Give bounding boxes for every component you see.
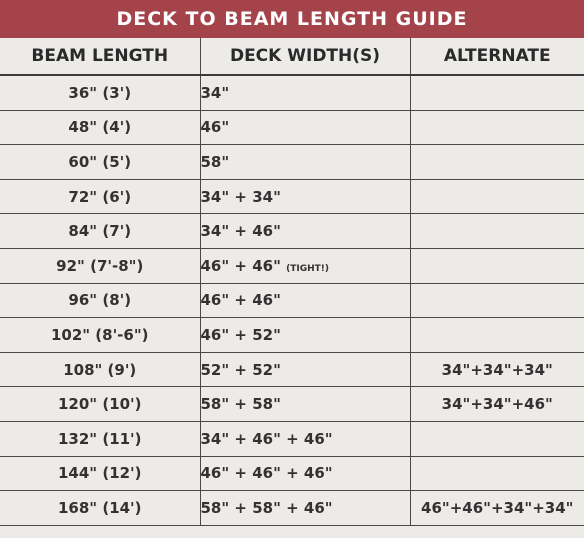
- deck-width-cell: [200, 110, 410, 145]
- table-row: [0, 179, 584, 214]
- column-header-deck-widths: DECK WIDTH(S): [200, 38, 410, 75]
- column-header-alternate: ALTERNATE: [410, 38, 584, 75]
- alternate-cell: [410, 179, 584, 214]
- beam-length-cell: 92" (7'-8"): [0, 248, 200, 283]
- alternate-cell: [410, 456, 584, 491]
- deck-width-value: 34" + 34": [200, 187, 281, 206]
- table-row: [0, 318, 584, 353]
- guide-title: DECK TO BEAM LENGTH GUIDE: [0, 0, 584, 38]
- table-row: [0, 387, 584, 422]
- table-row: [0, 75, 584, 110]
- beam-length-cell: 120" (10'): [0, 387, 200, 422]
- deck-width-value: 46" + 46" + 46": [200, 464, 333, 483]
- beam-length-table: [0, 38, 584, 526]
- beam-length-cell: 108" (9'): [0, 352, 200, 387]
- table-row: [0, 456, 584, 491]
- alternate-cell: 34"+34"+34": [410, 352, 584, 387]
- deck-width-value: 46" + 46": [200, 291, 281, 310]
- beam-length-cell: 168" (14'): [0, 491, 200, 526]
- table-row: [0, 248, 584, 283]
- deck-width-cell: [200, 387, 410, 422]
- alternate-cell: [410, 110, 584, 145]
- alternate-cell: [410, 214, 584, 249]
- table-row: [0, 214, 584, 249]
- deck-width-cell: [200, 214, 410, 249]
- deck-width-cell: [200, 283, 410, 318]
- beam-length-cell: 72" (6'): [0, 179, 200, 214]
- deck-width-value: 46": [200, 118, 230, 137]
- deck-width-cell: [200, 318, 410, 353]
- deck-width-value: 46" + 52": [200, 325, 281, 344]
- deck-width-note: (TIGHT!): [286, 263, 330, 274]
- deck-width-value: 58": [200, 152, 230, 171]
- deck-width-cell: [200, 352, 410, 387]
- table-row: [0, 421, 584, 456]
- alternate-cell: 34"+34"+46": [410, 387, 584, 422]
- table-row: [0, 145, 584, 180]
- deck-width-cell: [200, 456, 410, 491]
- deck-width-cell: [200, 491, 410, 526]
- alternate-cell: 46"+46"+34"+34": [410, 491, 584, 526]
- column-header-beam-length: BEAM LENGTH: [0, 38, 200, 75]
- deck-width-cell: [200, 179, 410, 214]
- deck-width-value: 52" + 52": [200, 360, 281, 379]
- deck-width-value: 34": [200, 83, 230, 102]
- alternate-cell: [410, 248, 584, 283]
- alternate-cell: [410, 421, 584, 456]
- deck-width-value: 34" + 46" + 46": [200, 429, 333, 448]
- deck-width-value: 58" + 58": [200, 395, 281, 414]
- alternate-cell: [410, 283, 584, 318]
- beam-length-cell: 60" (5'): [0, 145, 200, 180]
- table-row: [0, 352, 584, 387]
- deck-width-cell: [200, 145, 410, 180]
- beam-length-cell: 144" (12'): [0, 456, 200, 491]
- deck-width-cell: [200, 421, 410, 456]
- deck-width-value: 46" + 46": [200, 256, 281, 275]
- table-row: [0, 283, 584, 318]
- beam-length-cell: 48" (4'): [0, 110, 200, 145]
- beam-length-cell: 96" (8'): [0, 283, 200, 318]
- table-row: [0, 491, 584, 526]
- deck-width-value: 58" + 58" + 46": [200, 498, 333, 517]
- beam-length-cell: 36" (3'): [0, 75, 200, 110]
- beam-length-cell: 132" (11'): [0, 421, 200, 456]
- header-row: [0, 38, 584, 75]
- deck-width-cell: [200, 248, 410, 283]
- deck-width-cell: [200, 75, 410, 110]
- deck-width-value: 34" + 46": [200, 222, 281, 241]
- beam-length-cell: 84" (7'): [0, 214, 200, 249]
- table-row: [0, 110, 584, 145]
- alternate-cell: [410, 145, 584, 180]
- alternate-cell: [410, 318, 584, 353]
- alternate-cell: [410, 75, 584, 110]
- beam-length-cell: 102" (8'-6"): [0, 318, 200, 353]
